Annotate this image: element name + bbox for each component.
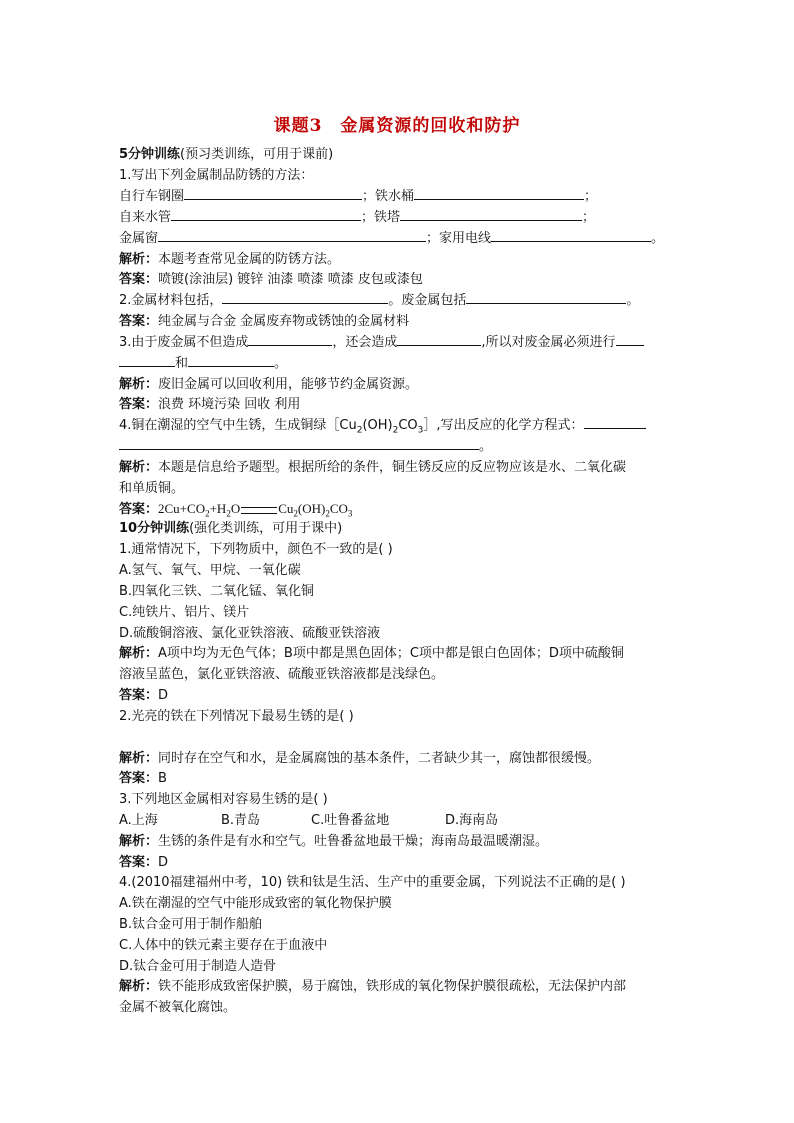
- section-10min-heading: [119, 519, 679, 539]
- m1-option-b: B.四氧化三铁、二氧化锰、氧化铜: [119, 584, 315, 599]
- m2-answer: 答案：B: [119, 771, 167, 786]
- blank: [466, 291, 626, 304]
- m2-analysis: 解析：同时存在空气和水，是金属腐蚀的基本条件，二者缺少其一，腐蚀都很缓慢。: [119, 751, 601, 766]
- blank: [119, 354, 175, 367]
- blank: [491, 229, 651, 242]
- m3-analysis: 解析：生锈的条件是有水和空气。吐鲁番盆地最干燥；海南岛最温暖潮湿。: [119, 834, 549, 849]
- m3-option-b: B.青岛: [221, 813, 261, 828]
- blank: [188, 354, 274, 367]
- m4-option-c: C.人体中的铁元素主要存在于血液中: [119, 938, 328, 953]
- equals-sign-icon: [241, 507, 277, 514]
- page-title: [0, 111, 794, 136]
- blank: [397, 333, 481, 346]
- q4-analysis-cont: 和单质铜。: [119, 481, 185, 496]
- m1-answer: 答案：D: [119, 688, 169, 703]
- q4-stem: 4.铜在潮湿的空气中生锈，生成铜绿$[Cu_2(OH)_2CO_3]$,写出反应的化学方程式：: [119, 416, 679, 436]
- m1-option-d: D.硫酸铜溶液、氯化亚铁溶液、硫酸亚铁溶液: [119, 626, 381, 641]
- blank: [184, 187, 362, 200]
- q4-analysis: 解析：本题是信息给予题型。根据所给的条件，铜生锈反应的反应物应该是水、二氧化碳: [119, 460, 627, 475]
- q1-stem: 1.写出下列金属制品防锈的方法：: [119, 168, 314, 183]
- blank: [119, 437, 479, 450]
- m3-options: [119, 811, 679, 831]
- blank: [222, 291, 388, 304]
- m4-stem: 4.(2010福建福州中考，10) 铁和钛是生活、生产中的重要金属，下列说法不正确的是( ): [119, 875, 626, 890]
- q1-row1: 自行车钢圈 ；铁水桶 ；: [119, 189, 598, 204]
- m2-stem: 2.光亮的铁在下列情况下最易生锈的是( ): [119, 709, 354, 724]
- m4-option-a: A.铁在潮湿的空气中能形成致密的氧化物保护膜: [119, 896, 392, 911]
- section-label: 5分钟训练: [119, 147, 181, 162]
- q1-row2: 自来水管 ；铁塔 ；: [119, 210, 596, 225]
- q3-analysis: 解析：废旧金属可以回收利用，能够节约金属资源。: [119, 377, 419, 392]
- blank: [616, 333, 644, 346]
- m3-option-c: C.吐鲁番盆地: [311, 813, 390, 828]
- m4-analysis: 解析：铁不能形成致密保护膜，易于腐蚀，铁形成的氧化物保护膜很疏松，无法保护内部: [119, 979, 627, 994]
- m1-option-a: A.氢气、氧气、甲烷、一氧化碳: [119, 563, 301, 578]
- q4-answer: 答案：$2Cu+CO_2+H_2O$ $Cu_2(OH)_2CO_3$: [119, 501, 353, 519]
- q1-answer: 答案：喷镀(涂油层) 镀锌 油漆 喷漆 喷漆 皮包或漆包: [119, 272, 423, 287]
- q4-stem-cont: 。: [119, 437, 679, 457]
- m4-analysis-cont: 金属不被氧化腐蚀。: [119, 1000, 237, 1015]
- q1-analysis: 解析：本题考查常见金属的防锈方法。: [119, 252, 341, 267]
- q3-stem: 3.由于废金属不但造成 ，还会造成 ,所以对废金属必须进行: [119, 333, 679, 353]
- section-note: (预习类训练，可用于课前): [180, 147, 334, 162]
- blank: [414, 187, 584, 200]
- blank: [248, 333, 332, 346]
- q3-stem-cont: 和 。: [119, 354, 679, 374]
- q2-answer: 答案：纯金属与合金 金属废弃物或锈蚀的金属材料: [119, 314, 410, 329]
- blank: [171, 208, 361, 221]
- section-5min-heading: [119, 145, 679, 165]
- m1-option-c: C.纯铁片、铝片、镁片: [119, 605, 250, 620]
- blank: [158, 229, 426, 242]
- m3-answer: 答案：D: [119, 855, 169, 870]
- m1-analysis: 解析：A项中均为无色气体；B项中都是黑色固体；C项中都是银白色固体；D项中硫酸铜: [119, 646, 624, 661]
- q2-stem: 2.金属材料包括， 。废金属包括 。: [119, 293, 640, 308]
- m1-stem: 1.通常情况下，下列物质中，颜色不一致的是( ): [119, 542, 393, 557]
- m4-option-b: B.钛合金可用于制作船舶: [119, 917, 263, 932]
- q1-row3: 金属窗 ；家用电线 。: [119, 231, 665, 246]
- blank: [584, 416, 646, 429]
- chemical-equation: $2Cu+CO_2+H_2O$ $Cu_2(OH)_2CO_3$: [158, 501, 353, 519]
- title-lesson-number: 课题3: [273, 116, 323, 136]
- blank: [400, 208, 582, 221]
- q3-answer: 答案：浪费 环境污染 回收 利用: [119, 397, 301, 412]
- m1-analysis-cont: 溶液呈蓝色，氯化亚铁溶液、硫酸亚铁溶液都是浅绿色。: [119, 667, 445, 682]
- section-label: 10分钟训练: [119, 521, 190, 536]
- m3-stem: 3.下列地区金属相对容易生锈的是( ): [119, 792, 328, 807]
- m4-option-d: D.钛合金可用于制造人造骨: [119, 959, 277, 974]
- title-topic: 金属资源的回收和防护: [340, 116, 521, 136]
- m3-option-d: D.海南岛: [445, 813, 499, 828]
- m3-option-a: A.上海: [119, 813, 158, 828]
- section-note: (强化类训练，可用于课中): [189, 521, 343, 536]
